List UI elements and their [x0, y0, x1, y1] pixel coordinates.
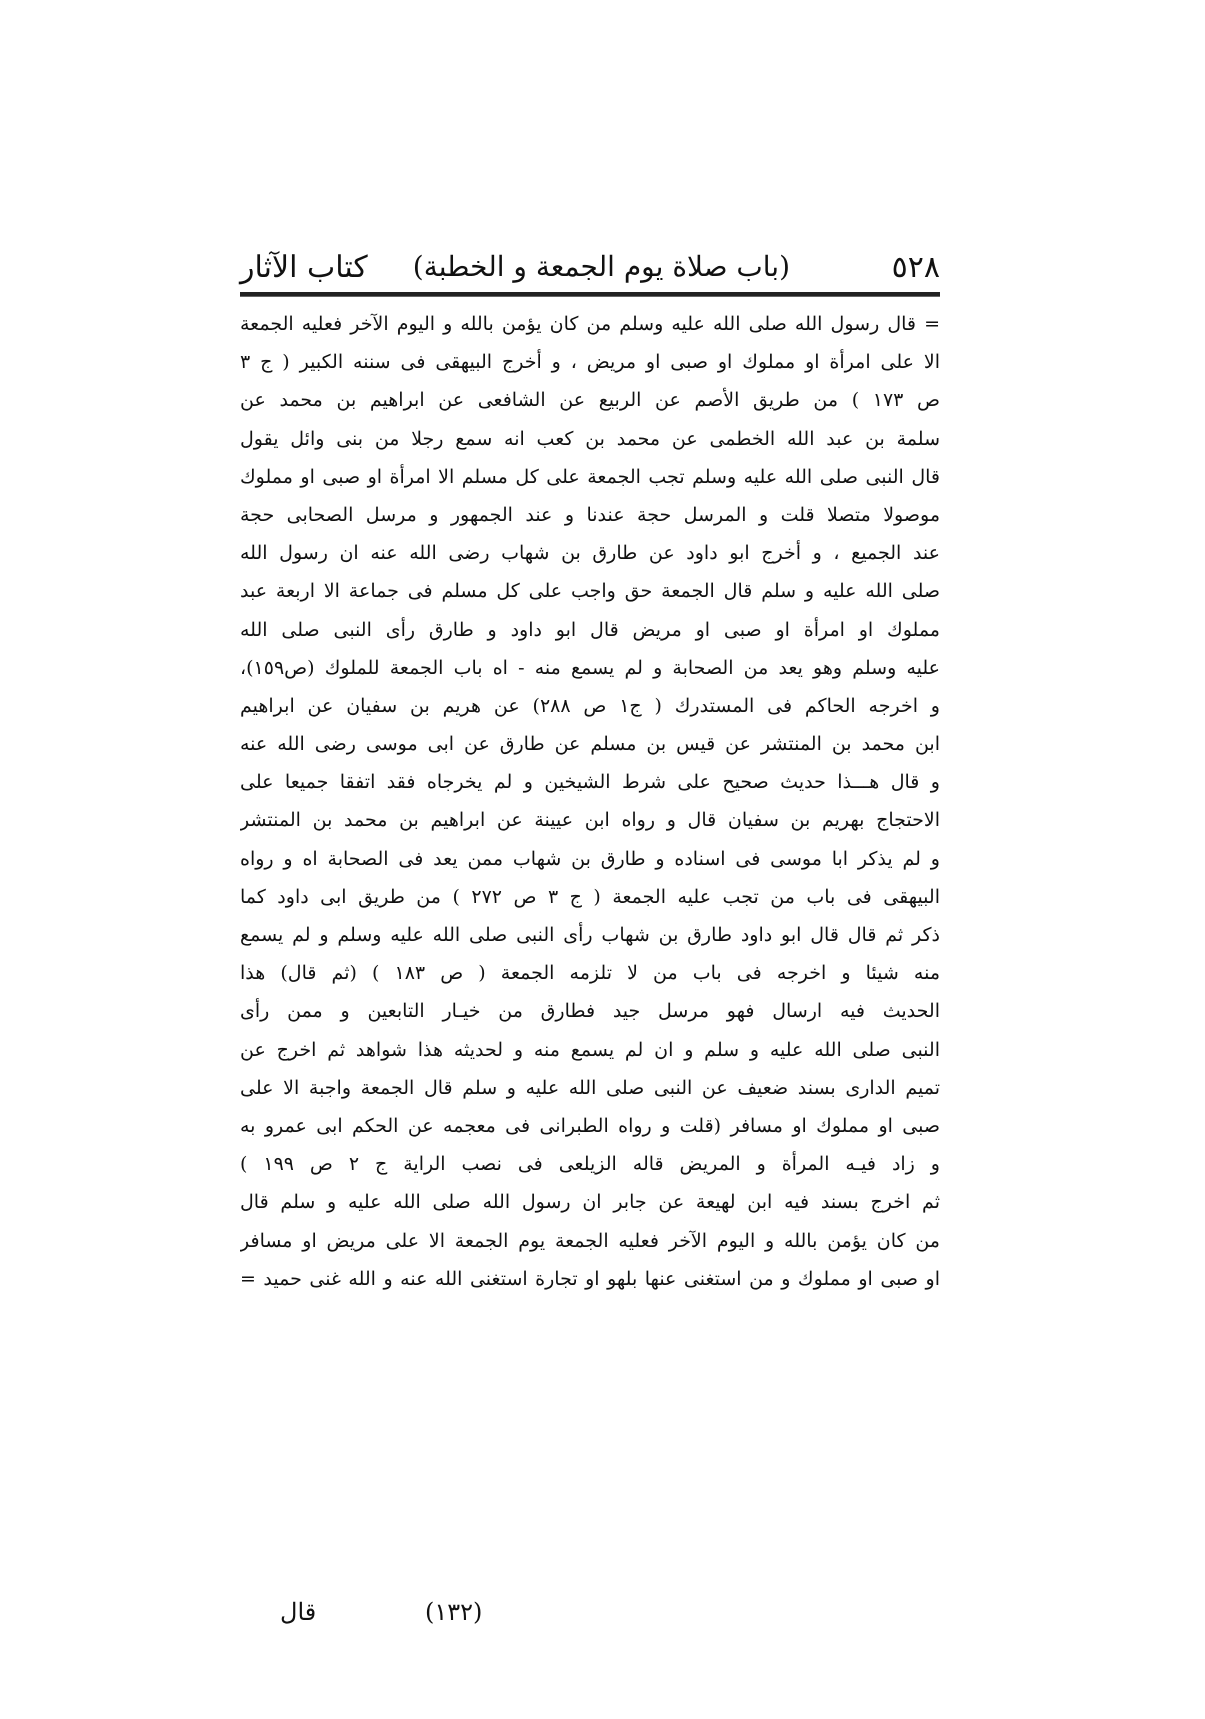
text-line: ذكر ثم قال قال ابو داود طارق بن شهاب رأى النبى صلى الله عليه وسلم و لم يسمع [240, 924, 940, 946]
text-line: عليه وسلم وهو يعد من الصحابة و لم يسمع منه - اه باب الجمعة للملوك (ص١٥٩)، [240, 656, 940, 679]
text-line: = قال رسول الله صلى الله عليه وسلم من كان يؤمن بالله و اليوم الآخر فعليه الجمعة [240, 313, 940, 335]
text-line: او صبى او مملوك و من استغنى عنها بلهو او تجارة استغنى الله عنه و الله غنى حميد = [240, 1267, 940, 1290]
header-divider [240, 292, 940, 297]
text-line: و قال هـــذا حديث صحيح على شرط الشيخين و لم يخرجاه فقد اتفقا جميعا على [240, 771, 940, 794]
page-footer [240, 1598, 940, 1638]
page-number: ٥٢٨ [891, 250, 940, 285]
text-line: ص ١٧٣ ) من طريق الأصم عن الربيع عن الشافعى عن ابراهيم بن محمد عن [240, 389, 940, 412]
book-title: كتاب الآثار [240, 250, 368, 285]
text-line: صلى الله عليه و سلم قال الجمعة حق واجب على كل مسلم فى جماعة الا اربعة عبد [240, 580, 940, 603]
text-line: و لم يذكر ابا موسى فى اسناده و طارق بن شهاب ممن يعد فى الصحابة اه و رواه [240, 847, 940, 870]
text-line: ثم اخرج بسند فيه ابن لهيعة عن جابر ان رسول الله صلى الله عليه و سلم قال [240, 1191, 940, 1214]
text-line: و زاد فيـه المرأة و المريض قاله الزيلعى فى نصب الراية ج ٢ ص ١٩٩ ) [240, 1153, 940, 1176]
text-line: صبى او مملوك او مسافر (قلت و رواه الطبرانى فى معجمه عن الحكم ابى عمرو به [240, 1114, 940, 1137]
text-line: الحديث فيه ارسال فهو مرسل جيد فطارق من خيـار التابعين و ممن رأى [240, 1000, 940, 1023]
text-line: البيهقى فى باب من تجب عليه الجمعة ( ج ٣ ص ٢٧٢ ) من طريق ابى داود كما [240, 885, 940, 908]
text-line: منه شيئا و اخرجه فى باب من لا تلزمه الجمعة ( ص ١٨٣ ) (ثم قال) هذا [240, 962, 940, 985]
signature-mark: (١٣٢) [425, 1598, 483, 1626]
text-line: تميم الدارى بسند ضعيف عن النبى صلى الله عليه و سلم قال الجمعة واجبة الا على [240, 1076, 940, 1099]
text-line: من كان يؤمن بالله و اليوم الآخر فعليه الجمعة يوم الجمعة الا على مريض او مسافر [240, 1229, 940, 1252]
main-text [240, 305, 940, 1298]
text-line: قال النبى صلى الله عليه وسلم تجب الجمعة على كل مسلم الا امرأة او صبى او مملوك [240, 465, 940, 488]
text-line: الاحتجاج بهريم بن سفيان قال و رواه ابن عيينة عن ابراهيم بن محمد بن المنتشر [240, 809, 940, 832]
text-line: سلمة بن عبد الله الخطمى عن محمد بن كعب انه سمع رجلا من بنى وائل يقول [240, 427, 940, 450]
text-line: عند الجميع ، و أخرج ابو داود عن طارق بن شهاب رضى الله عنه ان رسول الله [240, 542, 940, 565]
text-line: الا على امرأة او مملوك او صبى او مريض ، و أخرج البيهقى فى سننه الكبير ( ج ٣ [240, 351, 940, 374]
catchword: قال [280, 1598, 317, 1626]
text-line: موصولا متصلا قلت و المرسل حجة عندنا و عند الجمهور و مرسل الصحابى حجة [240, 503, 940, 526]
page-header [240, 250, 940, 290]
text-line: ابن محمد بن المنتشر عن قيس بن مسلم عن طارق عن ابى موسى رضى الله عنه [240, 733, 940, 756]
text-line: النبى صلى الله عليه و سلم و ان لم يسمع منه و لحديثه هذا شواهد ثم اخرج عن [240, 1038, 940, 1061]
text-line: مملوك او امرأة او صبى او مريض قال ابو داود و طارق رأى النبى صلى الله [240, 618, 940, 641]
chapter-title: (باب صلاة يوم الجمعة و الخطبة) [412, 250, 790, 283]
text-line: و اخرجه الحاكم فى المستدرك ( ج١ ص ٢٨٨) عن هريم بن سفيان عن ابراهيم [240, 694, 940, 717]
